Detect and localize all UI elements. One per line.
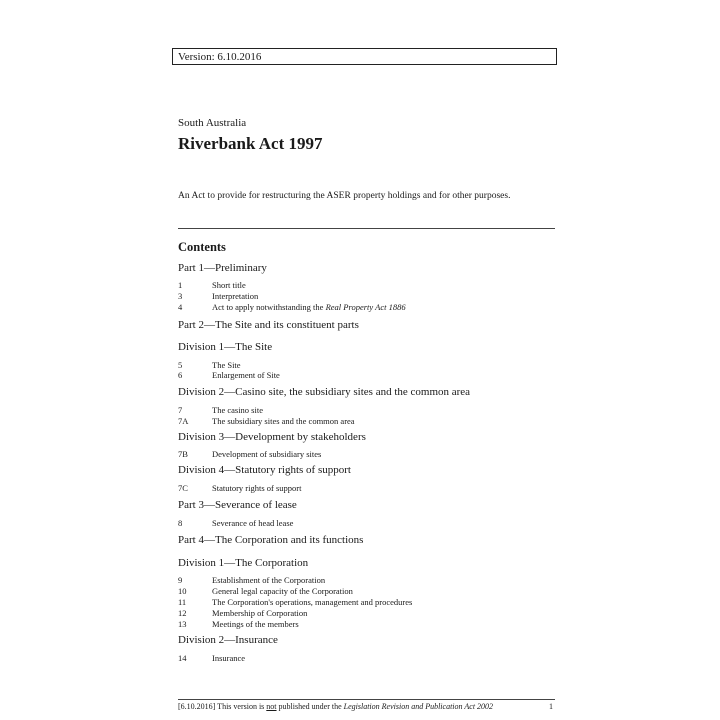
toc-item-operations[interactable]: The Corporation's operations, management and procedures [212,597,413,607]
toc-item-number: 3 [178,291,183,301]
toc-item-number: 13 [178,619,187,629]
toc-item-subsidiary-sites[interactable]: The subsidiary sites and the common area [212,416,355,426]
footer-text: published under the [276,702,344,711]
toc-item-number: 11 [178,597,187,607]
act-title: Riverbank Act 1997 [178,134,323,153]
toc-division-2[interactable]: Division 2—Casino site, the subsidiary sites and the common area [178,386,471,398]
toc-item-number: 7C [178,483,188,493]
toc-item-membership[interactable]: Membership of Corporation [212,608,308,618]
toc-part-1[interactable]: Part 1—Preliminary [178,262,267,274]
footer-not: not [266,702,277,711]
toc-item-rights-of-support[interactable]: Statutory rights of support [212,483,302,493]
toc-division-1[interactable]: Division 1—The Site [178,341,273,353]
toc-item-insurance[interactable]: Insurance [212,653,246,663]
toc-division-4-2[interactable]: Division 2—Insurance [178,634,278,646]
toc-division-4[interactable]: Division 4—Statutory rights of support [178,464,351,476]
toc-item-number: 5 [178,360,183,370]
toc-item-short-title[interactable]: Short title [212,280,246,290]
divider [178,228,555,229]
footer-date: [6.10.2016] [178,702,216,711]
toc-item-enlargement[interactable]: Enlargement of Site [212,370,280,380]
toc-item-number: 7 [178,405,183,415]
toc-item-the-site[interactable]: The Site [212,360,241,370]
toc-item-text: Act to apply notwithstanding the [212,302,326,312]
footer-divider [178,699,555,700]
toc-item-act-to-apply[interactable] [212,302,406,312]
footer-text: This version is [215,702,267,711]
toc-part-3[interactable]: Part 3—Severance of lease [178,499,297,511]
footer-act-reference: Legislation Revision and Publication Act 2002 [343,702,494,711]
toc-item-number: 14 [178,653,187,663]
toc-item-legal-capacity[interactable]: General legal capacity of the Corporation [212,586,353,596]
toc-item-number: 7B [178,449,188,459]
act-reference: Real Property Act 1886 [325,302,406,312]
toc-item-interpretation[interactable]: Interpretation [212,291,259,301]
toc-part-2[interactable]: Part 2—The Site and its constituent parts [178,319,359,331]
contents-heading: Contents [178,240,226,254]
jurisdiction-label: South Australia [178,117,247,129]
footer-note [178,702,493,711]
toc-item-number: 4 [178,302,183,312]
version-box: Version: 6.10.2016 [172,48,557,65]
long-title: An Act to provide for restructuring the ASER property holdings and for other purposes. [178,191,511,201]
toc-item-number: 12 [178,608,187,618]
toc-division-4-1[interactable]: Division 1—The Corporation [178,557,309,569]
page-number: 1 [549,702,553,711]
toc-part-4[interactable]: Part 4—The Corporation and its functions [178,534,364,546]
toc-division-3[interactable]: Division 3—Development by stakeholders [178,431,366,443]
toc-item-number: 7A [178,416,189,426]
toc-item-severance[interactable]: Severance of head lease [212,518,294,528]
toc-item-number: 8 [178,518,183,528]
toc-item-number: 9 [178,575,183,585]
toc-item-casino-site[interactable]: The casino site [212,405,263,415]
toc-item-number: 1 [178,280,183,290]
toc-item-number: 6 [178,370,183,380]
toc-item-meetings[interactable]: Meetings of the members [212,619,299,629]
toc-item-number: 10 [178,586,187,596]
toc-item-development[interactable]: Development of subsidiary sites [212,449,322,459]
toc-item-establishment[interactable]: Establishment of the Corporation [212,575,326,585]
